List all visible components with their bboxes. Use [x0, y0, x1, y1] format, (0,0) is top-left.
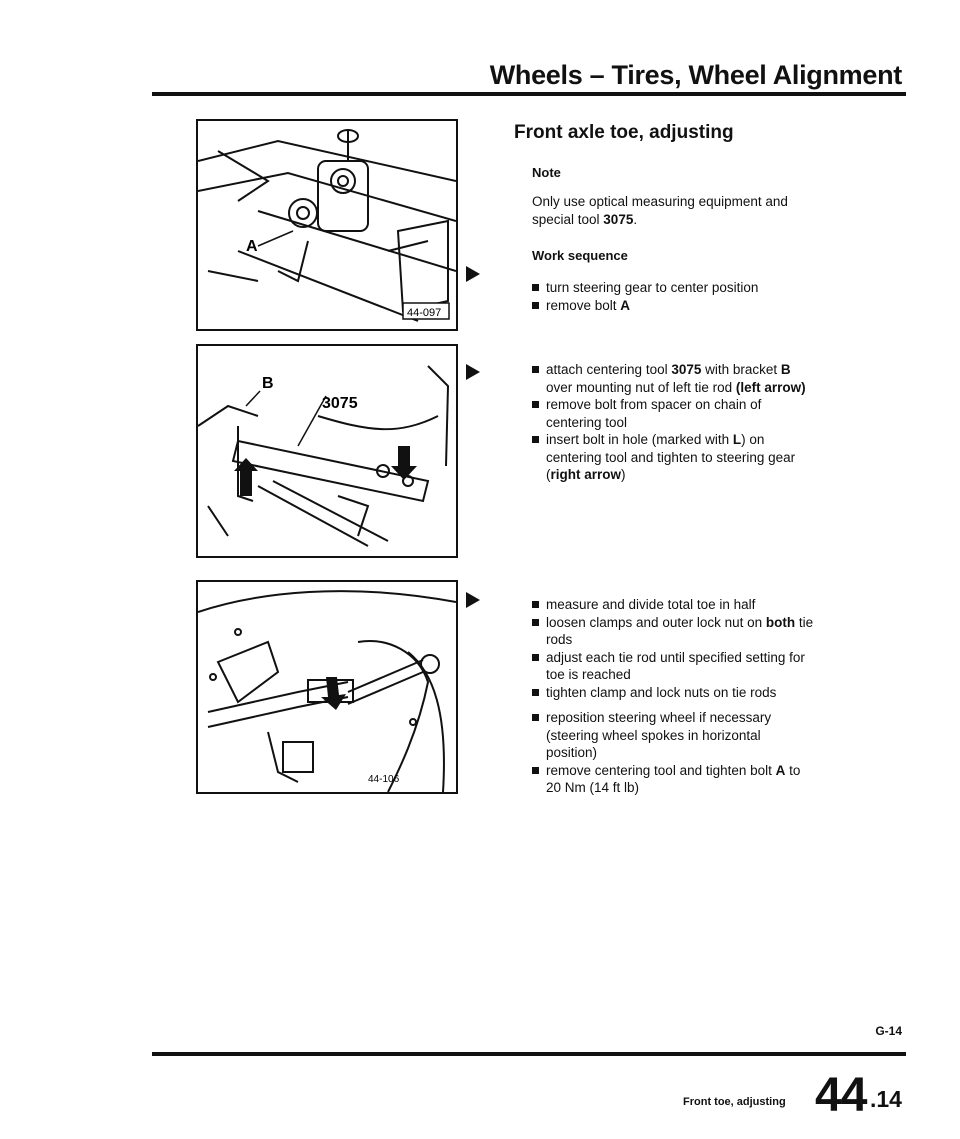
section-heading: Front axle toe, adjusting: [514, 122, 734, 143]
header-rule: [152, 92, 906, 96]
note-line: special tool 3075.: [532, 211, 638, 227]
note-text: [532, 193, 872, 228]
footer-rule: [152, 1052, 906, 1056]
list-item: remove bolt A: [532, 297, 872, 315]
note-label: Note: [532, 165, 561, 180]
figure-centering-tool: [196, 344, 458, 558]
list-item: insert bolt in hole (marked with L) on centering tool and tighten to steering gear (right arrow): [532, 431, 882, 484]
list-item: tighten clamp and lock nuts on tie rods: [532, 684, 882, 702]
list-item: adjust each tie rod until specified setting for toe is reached: [532, 649, 882, 684]
pointer-arrow-1: [466, 266, 480, 282]
callout-a: A: [246, 238, 258, 255]
figure-steering-gear-bolt: [196, 119, 458, 331]
figure-code: 44-106: [368, 774, 400, 785]
work-sequence-label: Work sequence: [532, 248, 628, 263]
footer-caption: Front toe, adjusting: [683, 1096, 786, 1108]
steps-group-3: [532, 596, 882, 797]
figure-tie-rod-adjust: [196, 580, 458, 794]
tie-rod-illustration: [198, 582, 456, 792]
figure-code: 44-097: [407, 307, 442, 319]
list-item: loosen clamps and outer lock nut on both tie rods: [532, 614, 882, 649]
steering-gear-illustration: [198, 121, 456, 329]
callout-b: B: [262, 375, 274, 392]
pointer-arrow-2: [466, 364, 480, 380]
pointer-arrow-3: [466, 592, 480, 608]
page-number-main: 44: [815, 1069, 867, 1122]
page-code: G-14: [875, 1024, 902, 1038]
page-number-sub: .14: [870, 1086, 902, 1112]
steps-group-2: [532, 361, 882, 484]
list-item: attach centering tool 3075 with bracket B over mounting nut of left tie rod (left arrow): [532, 361, 882, 396]
list-item: remove bolt from spacer on chain of centering tool: [532, 396, 882, 431]
list-item: remove centering tool and tighten bolt A to 20 Nm (14 ft lb): [532, 762, 882, 797]
list-item: reposition steering wheel if necessary (steering wheel spokes in horizontal position): [532, 709, 882, 762]
page-title: Wheels – Tires, Wheel Alignment: [489, 60, 902, 90]
centering-tool-illustration: [198, 346, 456, 556]
list-item: measure and divide total toe in half: [532, 596, 882, 614]
callout-tool-number: 3075: [322, 395, 358, 412]
adjust-arrow-marker: [321, 677, 346, 710]
note-line: Only use optical measuring equipment and: [532, 194, 788, 209]
steps-group-1: [532, 279, 872, 314]
list-item: turn steering gear to center position: [532, 279, 872, 297]
